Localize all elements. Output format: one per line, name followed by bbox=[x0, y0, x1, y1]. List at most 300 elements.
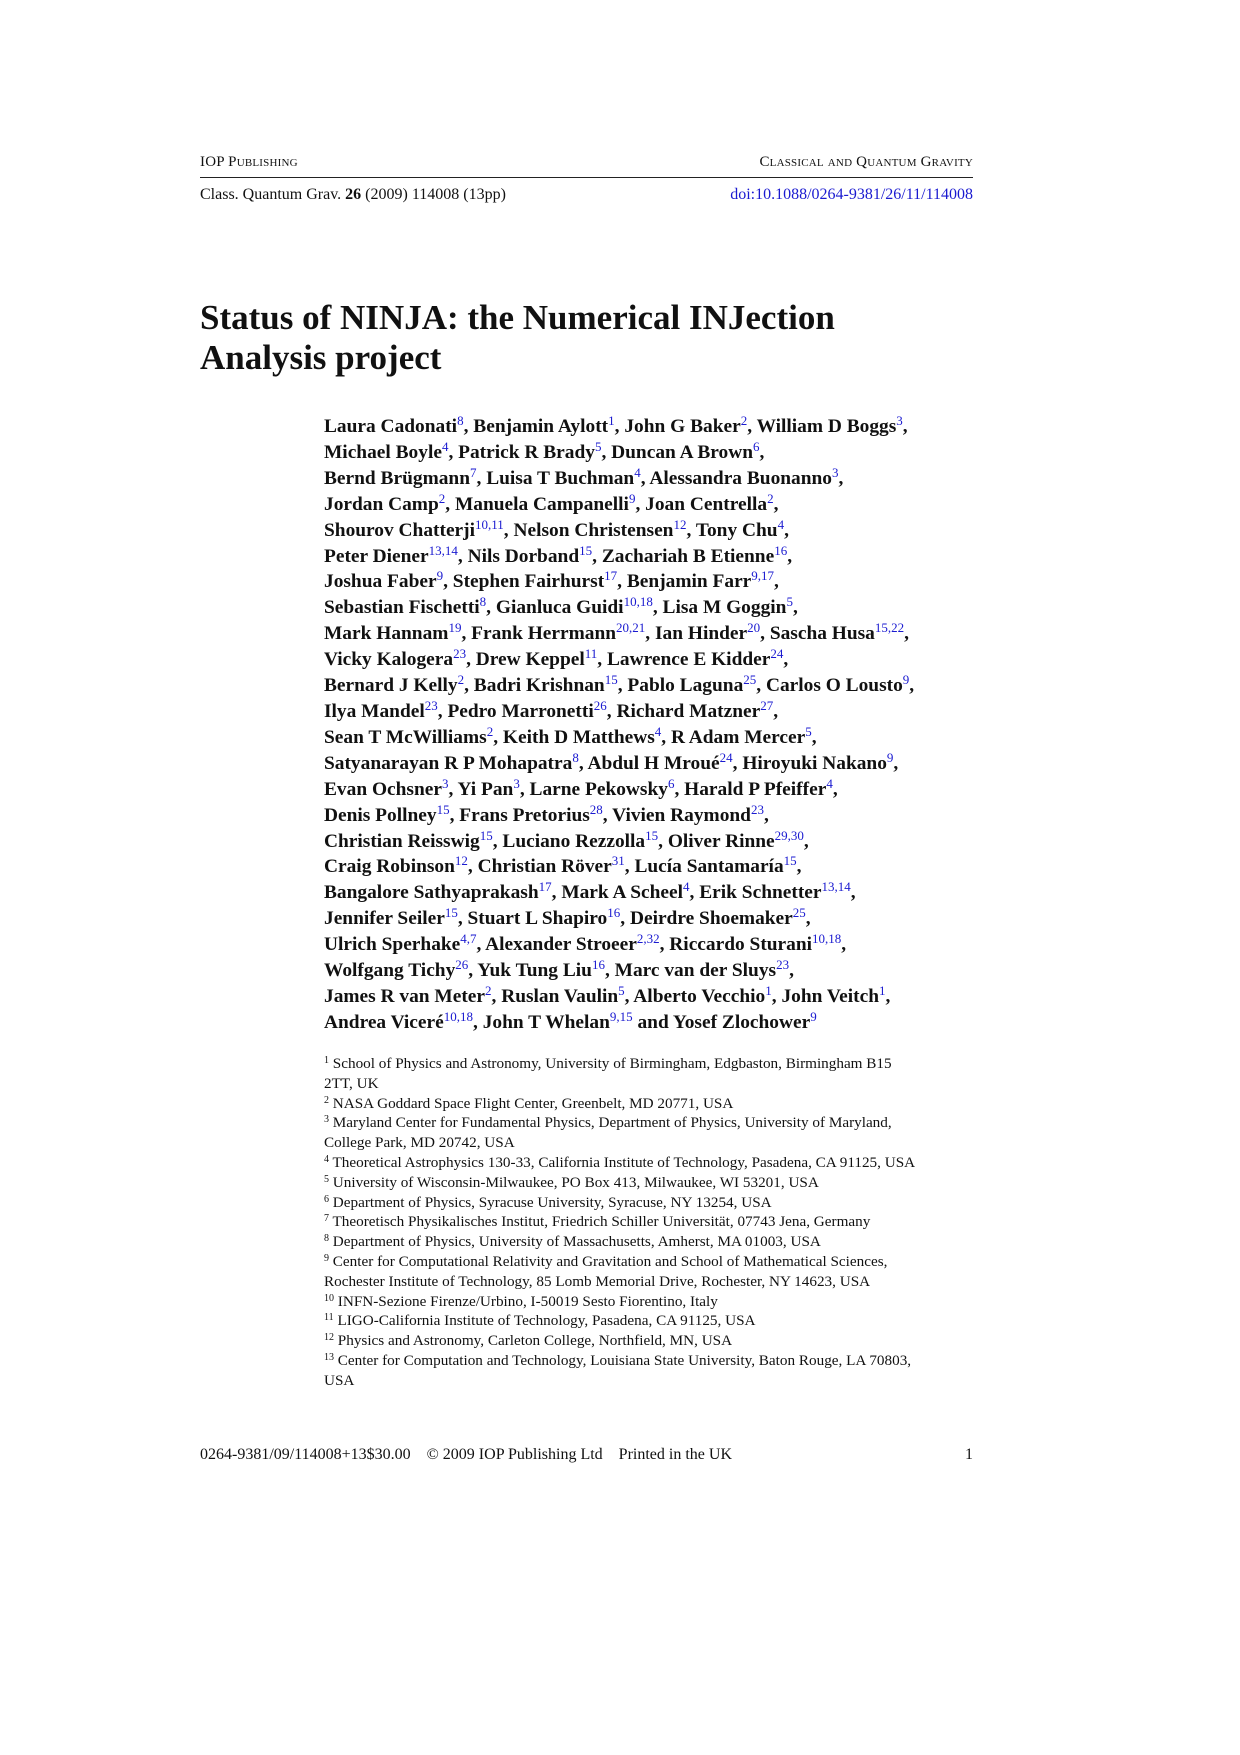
author-name: Ulrich Sperhake bbox=[324, 934, 461, 956]
author-name: Peter Diener bbox=[324, 545, 429, 567]
author-name: Deirdre Shoemaker bbox=[629, 908, 793, 930]
affiliation-ref-link[interactable]: 9 bbox=[810, 1008, 817, 1024]
author-line bbox=[324, 829, 984, 855]
affiliation-ref-link[interactable]: 12 bbox=[673, 516, 687, 532]
affiliation-line bbox=[324, 1311, 974, 1331]
author-name: Harald P Pfeiffer bbox=[684, 778, 827, 800]
affiliation-ref-link[interactable]: 6 bbox=[667, 775, 675, 791]
author-separator: , bbox=[771, 985, 782, 1007]
citation-line bbox=[200, 186, 973, 204]
author-line bbox=[324, 932, 984, 958]
affiliation-ref-link[interactable]: 3 bbox=[832, 464, 839, 480]
affiliation-ref-link[interactable]: 10,18 bbox=[443, 1008, 473, 1024]
author-separator: and bbox=[632, 1011, 673, 1033]
affiliation-number: 10 bbox=[324, 1292, 334, 1304]
author-separator: , bbox=[602, 804, 613, 826]
author-separator: , bbox=[838, 467, 844, 489]
author-separator: , bbox=[635, 493, 646, 515]
affiliation-ref-link[interactable]: 19 bbox=[448, 620, 462, 636]
affiliation-ref-link[interactable]: 4,7 bbox=[460, 931, 477, 947]
affiliation-line bbox=[324, 1292, 974, 1312]
author-separator: , bbox=[466, 649, 476, 671]
author-separator: , bbox=[850, 882, 856, 904]
author-name: Yi Pan bbox=[457, 778, 514, 800]
affiliation-text: Maryland Center for Fundamental Physics, Department of Physics, University of Maryland, bbox=[332, 1114, 892, 1132]
author-separator: , bbox=[604, 960, 615, 982]
author-name: Denis Pollney bbox=[324, 804, 437, 826]
author-name: R Adam Mercer bbox=[670, 726, 806, 748]
affiliation-ref-link[interactable]: 8 bbox=[572, 749, 579, 765]
author-separator: , bbox=[893, 752, 899, 774]
author-separator: , bbox=[902, 416, 908, 437]
affiliation-text: College Park, MD 20742, USA bbox=[324, 1134, 515, 1152]
author-line bbox=[324, 673, 984, 699]
affiliation-ref-link[interactable]: 31 bbox=[611, 853, 625, 869]
author-separator: , bbox=[606, 700, 617, 722]
affiliation-ref-link[interactable]: 9 bbox=[628, 490, 636, 506]
affiliation-text: Center for Computation and Technology, Louisiana State University, Baton Rouge, LA 70803, bbox=[337, 1351, 912, 1369]
author-line bbox=[324, 440, 984, 466]
author-name: Alberto Vecchio bbox=[633, 985, 766, 1007]
author-name: Carlos O Lousto bbox=[765, 675, 903, 697]
author-separator: , bbox=[640, 467, 650, 489]
author-separator: , bbox=[519, 778, 530, 800]
author-name: Yosef Zlochower bbox=[672, 1011, 811, 1033]
affiliation-ref-link[interactable]: 24 bbox=[770, 646, 784, 662]
affiliation-ref-link[interactable]: 15 bbox=[444, 905, 458, 921]
author-line bbox=[324, 569, 984, 595]
author-line bbox=[324, 544, 984, 570]
author-name: Tony Chu bbox=[695, 519, 778, 541]
author-line bbox=[324, 414, 984, 440]
affiliation-ref-link[interactable]: 13,14 bbox=[821, 879, 851, 895]
author-name: Alexander Stroeer bbox=[485, 934, 637, 956]
author-line bbox=[324, 595, 984, 621]
author-line bbox=[324, 803, 984, 829]
author-name: Bernd Brügmann bbox=[324, 467, 470, 489]
author-name: Luisa T Buchman bbox=[486, 467, 635, 489]
journal-name: Classical and Quantum Gravity bbox=[759, 154, 973, 170]
author-separator: , bbox=[437, 700, 448, 722]
affiliation-line bbox=[324, 1133, 974, 1153]
author-separator: , bbox=[457, 908, 468, 930]
affiliation-ref-link[interactable]: 2,32 bbox=[636, 931, 660, 947]
affiliation-line bbox=[324, 1212, 974, 1232]
affiliation-line bbox=[324, 1193, 974, 1213]
author-separator: , bbox=[620, 908, 630, 930]
author-name: Ilya Mandel bbox=[324, 700, 425, 722]
affiliation-ref-link[interactable]: 17 bbox=[538, 879, 552, 895]
affiliation-number: 8 bbox=[324, 1233, 329, 1245]
publisher-name: IOP Publishing bbox=[200, 154, 298, 170]
author-separator: , bbox=[472, 1011, 483, 1033]
affiliation-ref-link[interactable]: 4 bbox=[654, 723, 662, 739]
affiliation-list bbox=[324, 1054, 974, 1391]
author-separator: , bbox=[614, 416, 625, 437]
affiliation-ref-link[interactable]: 26 bbox=[593, 697, 607, 713]
author-separator: , bbox=[805, 908, 811, 930]
author-separator: , bbox=[832, 778, 838, 800]
affiliation-ref-link[interactable]: 12 bbox=[454, 853, 468, 869]
author-name: Alessandra Buonanno bbox=[649, 467, 833, 489]
author-separator: , bbox=[578, 752, 588, 774]
affiliation-ref-link[interactable]: 6 bbox=[753, 438, 760, 454]
affiliation-ref-link[interactable]: 4 bbox=[441, 438, 449, 454]
author-name: Badri Krishnan bbox=[473, 675, 605, 697]
affiliation-line bbox=[324, 1371, 974, 1391]
affiliation-ref-link[interactable]: 1 bbox=[878, 982, 886, 998]
author-separator: , bbox=[476, 467, 487, 489]
author-line bbox=[324, 880, 984, 906]
affiliation-text: Rochester Institute of Technology, 85 Lomb Memorial Drive, Rochester, NY 14623, USA bbox=[324, 1272, 871, 1290]
author-line bbox=[324, 777, 984, 803]
affiliation-ref-link[interactable]: 9,17 bbox=[751, 568, 775, 584]
affiliation-line bbox=[324, 1094, 974, 1114]
affiliation-ref-link[interactable]: 23 bbox=[424, 697, 438, 713]
affiliation-ref-link[interactable]: 15 bbox=[604, 672, 618, 688]
affiliation-ref-link[interactable]: 16 bbox=[607, 905, 621, 921]
author-separator: , bbox=[592, 545, 602, 567]
affiliation-ref-link[interactable]: 10,11 bbox=[475, 516, 504, 532]
author-separator: , bbox=[645, 623, 655, 645]
affiliation-ref-link[interactable]: 4 bbox=[777, 516, 785, 532]
author-separator: , bbox=[909, 675, 915, 697]
affiliation-ref-link[interactable]: 28 bbox=[589, 801, 603, 817]
running-header bbox=[200, 154, 973, 178]
author-separator: , bbox=[783, 649, 789, 671]
affiliation-number: 1 bbox=[324, 1055, 329, 1066]
author-name: Laura Cadonati bbox=[324, 416, 458, 437]
author-separator: , bbox=[658, 830, 668, 852]
citation: Class. Quantum Grav. 26 (2009) 114008 (13pp) bbox=[200, 186, 506, 203]
author-name: Mark Hannam bbox=[324, 623, 449, 645]
affiliation-ref-link[interactable]: 9,15 bbox=[609, 1008, 633, 1024]
author-separator: , bbox=[652, 597, 663, 619]
author-name: Luciano Rezzolla bbox=[502, 830, 646, 852]
author-name: Drew Keppel bbox=[475, 649, 585, 671]
author-separator: , bbox=[491, 985, 502, 1007]
affiliation-ref-link[interactable]: 9 bbox=[436, 568, 444, 584]
affiliation-ref-link[interactable]: 1 bbox=[765, 982, 772, 998]
doi-link[interactable]: doi:10.1088/0264-9381/26/11/114008 bbox=[730, 186, 973, 203]
author-name: Richard Matzner bbox=[616, 700, 761, 722]
author-separator: , bbox=[784, 519, 789, 541]
affiliation-text: University of Wisconsin-Milwaukee, PO Box 413, Milwaukee, WI 53201, USA bbox=[332, 1173, 819, 1191]
author-name: John Veitch bbox=[781, 985, 879, 1007]
affiliation-ref-link[interactable]: 5 bbox=[805, 723, 812, 739]
affiliation-text: Department of Physics, Syracuse University, Syracuse, NY 13254, USA bbox=[332, 1193, 772, 1211]
affiliation-ref-link[interactable]: 4 bbox=[826, 775, 833, 791]
affiliation-text: NASA Goddard Space Flight Center, Greenbelt, MD 20771, USA bbox=[332, 1094, 734, 1112]
author-separator: , bbox=[773, 493, 779, 515]
author-name: Marc van der Sluys bbox=[614, 960, 777, 982]
author-name: Zachariah B Etienne bbox=[601, 545, 775, 567]
author-separator: , bbox=[448, 778, 458, 800]
affiliation-text: Theoretisch Physikalisches Institut, Friedrich Schiller Universität, 07743 Jena, Germany bbox=[332, 1213, 871, 1231]
author-name: Sean T McWilliams bbox=[324, 726, 487, 748]
author-name: Wolfgang Tichy bbox=[324, 960, 456, 982]
author-name: Keith D Matthews bbox=[502, 726, 655, 748]
affiliation-ref-link[interactable]: 2 bbox=[740, 413, 748, 428]
affiliation-ref-link[interactable]: 25 bbox=[792, 905, 806, 921]
author-separator: , bbox=[551, 882, 562, 904]
affiliation-ref-link[interactable]: 23 bbox=[453, 646, 467, 662]
author-separator: , bbox=[464, 675, 474, 697]
affiliation-ref-link[interactable]: 4 bbox=[683, 879, 690, 895]
affiliation-line bbox=[324, 1331, 974, 1351]
author-separator: , bbox=[659, 934, 670, 956]
author-name: Patrick R Brady bbox=[458, 441, 595, 463]
affiliation-text: LIGO-California Institute of Technology, Pasadena, CA 91125, USA bbox=[337, 1312, 756, 1330]
affiliation-number: 4 bbox=[324, 1153, 329, 1165]
author-separator: , bbox=[747, 416, 757, 437]
affiliation-ref-link[interactable]: 15 bbox=[479, 827, 493, 843]
affiliation-ref-link[interactable]: 16 bbox=[774, 542, 788, 558]
author-separator: , bbox=[763, 804, 769, 826]
affiliation-ref-link[interactable]: 9 bbox=[902, 672, 910, 688]
author-name: Christian Reisswig bbox=[324, 830, 480, 852]
affiliation-line bbox=[324, 1113, 974, 1133]
author-name: Frank Herrmann bbox=[471, 623, 617, 645]
author-separator: , bbox=[904, 623, 909, 645]
author-separator: , bbox=[617, 571, 627, 593]
affiliation-ref-link[interactable]: 7 bbox=[470, 464, 477, 480]
author-name: Nils Dorband bbox=[467, 545, 580, 567]
author-separator: , bbox=[811, 726, 817, 748]
author-name: William D Boggs bbox=[756, 416, 897, 437]
author-separator: , bbox=[468, 960, 478, 982]
affiliation-text: Theoretical Astrophysics 130-33, California Institute of Technology, Pasadena, CA 91125, USA bbox=[332, 1153, 916, 1171]
affiliation-line bbox=[324, 1232, 974, 1252]
affiliation-ref-link[interactable]: 26 bbox=[455, 957, 469, 973]
author-separator: , bbox=[841, 934, 847, 956]
author-name: Gianluca Guidi bbox=[495, 597, 624, 619]
affiliation-line bbox=[324, 1252, 974, 1272]
author-separator: , bbox=[476, 934, 486, 956]
page-footer bbox=[200, 1446, 973, 1464]
affiliation-number: 13 bbox=[324, 1351, 334, 1363]
affiliation-ref-link[interactable]: 23 bbox=[750, 801, 764, 817]
author-separator: , bbox=[597, 649, 607, 671]
author-name: Jennifer Seiler bbox=[324, 908, 445, 930]
author-name: Evan Ochsner bbox=[324, 778, 442, 800]
author-name: Vicky Kalogera bbox=[324, 649, 454, 671]
author-separator: , bbox=[624, 985, 634, 1007]
author-name: Duncan A Brown bbox=[611, 441, 754, 463]
affiliation-ref-link[interactable]: 2 bbox=[485, 982, 492, 998]
affiliation-line bbox=[324, 1153, 974, 1173]
author-line bbox=[324, 466, 984, 492]
author-line bbox=[324, 906, 984, 932]
author-name: Oliver Rinne bbox=[667, 830, 775, 852]
author-separator: , bbox=[796, 856, 802, 878]
affiliation-ref-link[interactable]: 3 bbox=[441, 775, 449, 791]
author-name: Joan Centrella bbox=[645, 493, 768, 515]
affiliation-ref-link[interactable]: 3 bbox=[896, 413, 903, 428]
author-name: Sebastian Fischetti bbox=[324, 597, 480, 619]
author-separator: , bbox=[760, 623, 770, 645]
affiliation-ref-link[interactable]: 5 bbox=[594, 438, 602, 454]
affiliation-line bbox=[324, 1074, 974, 1094]
author-separator: , bbox=[443, 571, 453, 593]
author-name: Jordan Camp bbox=[324, 493, 439, 515]
author-list bbox=[324, 414, 984, 1036]
author-separator: , bbox=[467, 856, 478, 878]
affiliation-ref-link[interactable]: 10,18 bbox=[812, 931, 842, 947]
affiliation-ref-link[interactable]: 9 bbox=[886, 749, 894, 765]
affiliation-ref-link[interactable]: 11 bbox=[584, 646, 598, 662]
author-line bbox=[324, 1010, 984, 1036]
author-line bbox=[324, 725, 984, 751]
author-name: Sascha Husa bbox=[769, 623, 875, 645]
author-line bbox=[324, 492, 984, 518]
affiliation-ref-link[interactable]: 15,22 bbox=[874, 620, 905, 636]
author-line bbox=[324, 621, 984, 647]
affiliation-text: School of Physics and Astronomy, University of Birmingham, Edgbaston, Birmingham B15 bbox=[332, 1055, 892, 1072]
affiliation-ref-link[interactable]: 29,30 bbox=[774, 827, 804, 843]
author-name: Andrea Viceré bbox=[324, 1011, 444, 1033]
affiliation-line bbox=[324, 1351, 974, 1371]
author-separator: , bbox=[503, 519, 514, 541]
author-separator: , bbox=[774, 571, 779, 593]
author-line bbox=[324, 854, 984, 880]
author-name: Hiroyuki Nakano bbox=[742, 752, 887, 774]
affiliation-text: USA bbox=[324, 1371, 355, 1389]
author-name: Bernard J Kelly bbox=[324, 675, 458, 697]
author-separator: , bbox=[449, 804, 460, 826]
author-name: Craig Robinson bbox=[324, 856, 455, 878]
author-name: Mark A Scheel bbox=[561, 882, 684, 904]
author-name: Lawrence E Kidder bbox=[606, 649, 771, 671]
paper-title: Status of NINJA: the Numerical INJection Analysis project bbox=[200, 298, 835, 377]
author-separator: , bbox=[463, 416, 474, 437]
author-name: Satyanarayan R P Mohapatra bbox=[324, 752, 573, 774]
author-name: Vivien Raymond bbox=[612, 804, 751, 826]
author-name: Michael Boyle bbox=[324, 441, 442, 463]
affiliation-ref-link[interactable]: 3 bbox=[513, 775, 520, 791]
author-separator: , bbox=[493, 726, 503, 748]
affiliation-ref-link[interactable]: 15 bbox=[436, 801, 450, 817]
author-line bbox=[324, 958, 984, 984]
affiliation-ref-link[interactable]: 20,21 bbox=[616, 620, 646, 636]
author-separator: , bbox=[789, 960, 794, 982]
author-name: Lucía Santamaría bbox=[634, 856, 784, 878]
affiliation-ref-link[interactable]: 16 bbox=[591, 957, 605, 973]
author-separator: , bbox=[617, 675, 628, 697]
author-name: Nelson Christensen bbox=[513, 519, 674, 541]
footer-info: 0264-9381/09/114008+13$30.00 © 2009 IOP Publishing Ltd Printed in the UK bbox=[200, 1446, 732, 1463]
author-name: Erik Schnetter bbox=[699, 882, 822, 904]
affiliation-ref-link[interactable]: 15 bbox=[783, 853, 797, 869]
author-separator: , bbox=[686, 519, 696, 541]
affiliation-ref-link[interactable]: 2 bbox=[438, 490, 446, 506]
affiliation-ref-link[interactable]: 8 bbox=[479, 594, 487, 610]
affiliation-number: 7 bbox=[324, 1213, 329, 1225]
author-line bbox=[324, 751, 984, 777]
affiliation-ref-link[interactable]: 8 bbox=[457, 413, 464, 428]
affiliation-ref-link[interactable]: 2 bbox=[486, 723, 494, 739]
affiliation-number: 5 bbox=[324, 1173, 329, 1185]
affiliation-ref-link[interactable]: 2 bbox=[767, 490, 774, 506]
author-name: Pedro Marronetti bbox=[447, 700, 594, 722]
affiliation-ref-link[interactable]: 20 bbox=[747, 620, 761, 636]
author-name: Riccardo Sturani bbox=[669, 934, 813, 956]
affiliation-ref-link[interactable]: 4 bbox=[634, 464, 641, 480]
affiliation-ref-link[interactable]: 23 bbox=[776, 957, 790, 973]
author-name: Manuela Campanelli bbox=[454, 493, 629, 515]
author-name: John T Whelan bbox=[482, 1011, 610, 1033]
author-name: Ian Hinder bbox=[654, 623, 748, 645]
author-separator: , bbox=[457, 545, 468, 567]
affiliation-ref-link[interactable]: 10,18 bbox=[623, 594, 653, 610]
author-name: Yuk Tung Liu bbox=[477, 960, 592, 982]
affiliation-number: 12 bbox=[324, 1332, 334, 1344]
page-number: 1 bbox=[965, 1446, 973, 1463]
volume: 26 bbox=[345, 186, 362, 203]
author-name: Bangalore Sathyaprakash bbox=[324, 882, 539, 904]
author-line bbox=[324, 699, 984, 725]
author-separator: , bbox=[445, 493, 455, 515]
affiliation-ref-link[interactable]: 25 bbox=[743, 672, 757, 688]
author-separator: , bbox=[885, 985, 891, 1007]
affiliation-ref-link[interactable]: 2 bbox=[457, 672, 465, 688]
author-name: Frans Pretorius bbox=[459, 804, 590, 826]
author-separator: , bbox=[759, 441, 765, 463]
author-name: Larne Pekowsky bbox=[529, 778, 668, 800]
author-name: Ruslan Vaulin bbox=[501, 985, 619, 1007]
author-name: Christian Röver bbox=[477, 856, 612, 878]
author-separator: , bbox=[787, 545, 793, 567]
author-name: Joshua Faber bbox=[324, 571, 437, 593]
affiliation-ref-link[interactable]: 24 bbox=[719, 749, 733, 765]
affiliation-ref-link[interactable]: 5 bbox=[786, 594, 793, 610]
author-line bbox=[324, 984, 984, 1010]
author-name: Benjamin Farr bbox=[626, 571, 752, 593]
author-separator: , bbox=[461, 623, 472, 645]
affiliation-ref-link[interactable]: 15 bbox=[579, 542, 593, 558]
author-name: James R van Meter bbox=[324, 985, 485, 1007]
author-separator: , bbox=[448, 441, 459, 463]
affiliation-number: 11 bbox=[324, 1312, 334, 1324]
affiliation-line bbox=[324, 1173, 974, 1193]
affiliation-ref-link[interactable]: 5 bbox=[618, 982, 625, 998]
affiliation-ref-link[interactable]: 1 bbox=[608, 413, 615, 428]
author-name: Abdul H Mroué bbox=[587, 752, 720, 774]
affiliation-number: 2 bbox=[324, 1094, 329, 1106]
author-name: John G Baker bbox=[624, 416, 741, 437]
affiliation-text: 2TT, UK bbox=[324, 1074, 379, 1092]
author-name: Pablo Laguna bbox=[627, 675, 744, 697]
author-name: Benjamin Aylott bbox=[473, 416, 609, 437]
affiliation-ref-link[interactable]: 13,14 bbox=[428, 542, 458, 558]
affiliation-ref-link[interactable]: 17 bbox=[604, 568, 618, 584]
author-line bbox=[324, 647, 984, 673]
affiliation-line bbox=[324, 1054, 974, 1074]
author-name: Stephen Fairhurst bbox=[452, 571, 605, 593]
affiliation-ref-link[interactable]: 15 bbox=[645, 827, 659, 843]
author-separator: , bbox=[674, 778, 685, 800]
affiliation-number: 6 bbox=[324, 1193, 329, 1205]
author-separator: , bbox=[689, 882, 700, 904]
affiliation-ref-link[interactable]: 27 bbox=[760, 697, 774, 713]
author-separator: , bbox=[803, 830, 809, 852]
author-separator: , bbox=[492, 830, 503, 852]
author-separator: , bbox=[486, 597, 496, 619]
affiliation-text: Physics and Astronomy, Carleton College, Northfield, MN, USA bbox=[337, 1332, 733, 1350]
affiliation-text: Department of Physics, University of Massachusetts, Amherst, MA 01003, USA bbox=[332, 1233, 821, 1251]
author-line bbox=[324, 518, 984, 544]
author-separator: , bbox=[756, 675, 766, 697]
